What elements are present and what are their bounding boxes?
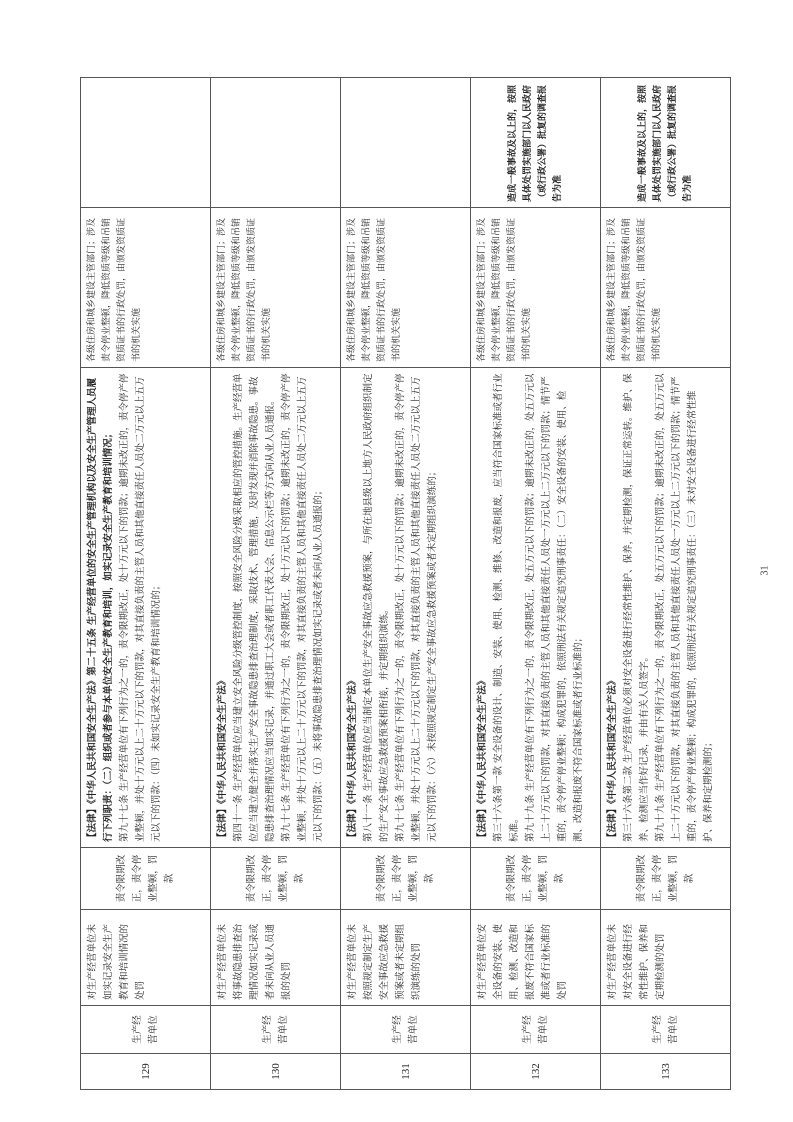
row-number: 132 bbox=[471, 1054, 601, 1090]
penalty-matter: 对生产经营单位未按照规定制定生产安全事故应急救援预案或者未定期组织演练的处罚 bbox=[341, 910, 471, 1006]
remarks-cell bbox=[601, 78, 731, 208]
legal-basis bbox=[471, 368, 601, 848]
row-number: 133 bbox=[601, 1054, 731, 1090]
rotated-table-sheet bbox=[80, 78, 730, 1090]
enforcement-department: 各级住房和城乡建设主管部门；涉及责令停业整顿，降低资质等级和吊销资质证书的行政处罚，由颁发资质证书的机关实施 bbox=[211, 208, 341, 368]
legal-basis-paragraph: 第四十一条 生产经营单位应当建立安全风险分级管控制度，按照安全风险分级采取相应的管控措施。生产经营单位应当建立健全并落实生产安全事故隐患排查治理制度，采取技术、管理措施，及时发现并消除事故隐患。事故隐患排查治理情况应当如实记录，并通过职工大会或者职工代表大会、信息公示栏等方式向从业人员通报。 bbox=[233, 373, 276, 842]
legal-basis-paragraph: 【法律】《中华人民共和国安全生产法》 bbox=[347, 675, 358, 842]
implementing-subject: 生产经营单位 bbox=[471, 1006, 601, 1054]
enforcement-department: 各级住房和城乡建设主管部门；涉及责令停业整顿，降低资质等级和吊销资质证书的行政处罚，由颁发资质证书的机关实施 bbox=[341, 208, 471, 368]
legal-basis-paragraph: 第九十七条 生产经营单位有下列行为之一的，责令限期改正，处十万元以下的罚款；逾期未改正的，责令停产停业整顿，并处十万元以上二十万元以下的罚款，对其直接负责的主管人员和其他直接责任人员处二万元以上五万元以下的罚款：（六）未按照规定制定生产安全事故应急救援预案或者未定期组织演练的； bbox=[395, 373, 438, 842]
penalty-type: 责令限期改正，责令停业整顿，罚款 bbox=[601, 848, 731, 910]
remarks-cell bbox=[471, 78, 601, 208]
legal-basis-paragraph: 【法律】《中华人民共和国安全生产法》第二十五条 生产经营单位的安全生产管理机构以及安全生产管理人员履行下列职责：（二）组织或者参与本单位安全生产教育和培训，如实记录安全生产教育和培训情况； bbox=[87, 377, 114, 842]
legal-basis-paragraph: 第九十九条 生产经营单位有下列行为之一的，责令限期改正，处五万元以下的罚款；逾期未改正的，处五万元以上二十万元以下的罚款，对其直接负责的主管人员和其他直接责任人员处一万元以上二万元以下的罚款；情节严重的，责令停产停业整顿；构成犯罪的，依照刑法有关规定追究刑事责任：（二）安全设备的安装、使用、检测、改造和报废不符合国家标准或者行业标准的； bbox=[525, 373, 584, 842]
penalty-matter: 对生产经营单位未将事故隐患排查治理情况如实记录或者未向从业人员通报的处罚 bbox=[211, 910, 341, 1006]
implementing-subject: 生产经营单位 bbox=[81, 1006, 211, 1054]
remarks-cell bbox=[81, 78, 211, 208]
legal-basis bbox=[601, 368, 731, 848]
table-row bbox=[81, 78, 211, 1090]
implementing-subject: 生产经营单位 bbox=[601, 1006, 731, 1054]
enforcement-department: 各级住房和城乡建设主管部门；涉及责令停业整顿，降低资质等级和吊销资质证书的行政处罚，由颁发资质证书的机关实施 bbox=[601, 208, 731, 368]
penalty-type: 责令限期改正，责令停业整顿，罚款 bbox=[341, 848, 471, 910]
table-row bbox=[341, 78, 471, 1090]
penalty-matter: 对生产经营单位安全设备的安装、使用、检测、改造和报废不符合国家标准或者行业标准的处罚 bbox=[471, 910, 601, 1006]
row-number: 131 bbox=[341, 1054, 471, 1090]
enforcement-department: 各级住房和城乡建设主管部门；涉及责令停业整顿，降低资质等级和吊销资质证书的行政处罚，由颁发资质证书的机关实施 bbox=[81, 208, 211, 368]
legal-basis bbox=[341, 368, 471, 848]
legal-basis-paragraph: 【法律】《中华人民共和国安全生产法》 bbox=[607, 675, 618, 842]
legal-basis-paragraph: 第三十六条第二款 生产经营单位必须对安全设备进行经常性维护、保养，并定期检测，保证正常运转。维护、保养、检测应当作好记录，并由有关人员签字。 bbox=[623, 373, 650, 842]
legal-basis bbox=[211, 368, 341, 848]
remarks-cell bbox=[341, 78, 471, 208]
legal-basis-paragraph: 第三十六条第一款 安全设备的设计、制造、安装、使用、检测、维修、改造和报废，应当符合国家标准或者行业标准。 bbox=[493, 373, 520, 842]
table-body bbox=[81, 78, 731, 1090]
remarks-text: 造成一般事故及以上的，按照具体处罚实施部门以人民政府（或行政公署）批复的调查报告为准 bbox=[637, 84, 693, 202]
implementing-subject: 生产经营单位 bbox=[211, 1006, 341, 1054]
remarks-cell bbox=[211, 78, 341, 208]
enforcement-department: 各级住房和城乡建设主管部门；涉及责令停业整顿，降低资质等级和吊销资质证书的行政处罚，由颁发资质证书的机关实施 bbox=[471, 208, 601, 368]
table-row bbox=[211, 78, 341, 1090]
legal-basis-paragraph: 第八十一条 生产经营单位应当制定本单位生产安全事故应急救援预案，与所在地县级以上地方人民政府组织制定的生产安全事故应急救援预案相衔接，并定期组织演练。 bbox=[363, 373, 390, 842]
table-row bbox=[601, 78, 731, 1090]
remarks-text: 造成一般事故及以上的，按照具体处罚实施部门以人民政府（或行政公署）批复的调查报告为准 bbox=[507, 84, 563, 202]
penalty-type: 责令限期改正，责令停业整顿，罚款 bbox=[81, 848, 211, 910]
page-number: 31 bbox=[759, 565, 771, 576]
legal-basis-paragraph: 【法律】《中华人民共和国安全生产法》 bbox=[477, 675, 488, 842]
implementing-subject: 生产经营单位 bbox=[341, 1006, 471, 1054]
penalty-table bbox=[80, 77, 731, 1090]
penalty-type: 责令限期改正，责令停业整顿，罚款 bbox=[471, 848, 601, 910]
penalty-matter: 对生产经营单位未如实记录安全生产教育和培训情况的处罚 bbox=[81, 910, 211, 1006]
legal-basis-paragraph: 第九十九条 生产经营单位有下列行为之一的，责令限期改正，处五万元以下的罚款；逾期未改正的，处五万元以上二十万元以下的罚款，对其直接负责的主管人员和其他直接责任人员处一万元以上二万元以下的罚款；情节严重的，责令停产停业整顿；构成犯罪的，依照刑法有关规定追究刑事责任：（三）未对安全设备进行经常性维护、保养和定期检测的； bbox=[655, 373, 714, 842]
penalty-type: 责令限期改正，责令停业整顿，罚款 bbox=[211, 848, 341, 910]
legal-basis-paragraph: 第九十七条 生产经营单位有下列行为之一的，责令限期改正，处十万元以下的罚款；逾期未改正的，责令停产停业整顿，并处十万元以上二十万元以下的罚款，对其直接负责的主管人员和其他直接责任人员处二万元以上五万元以下的罚款：（四）未如实记录安全生产教育和培训情况的； bbox=[119, 373, 162, 842]
legal-basis-paragraph: 【法律】《中华人民共和国安全生产法》 bbox=[217, 675, 228, 842]
table-row bbox=[471, 78, 601, 1090]
penalty-matter: 对生产经营单位未对安全设备进行经常性维护、保养和定期检测的处罚 bbox=[601, 910, 731, 1006]
legal-basis bbox=[81, 368, 211, 848]
row-number: 130 bbox=[211, 1054, 341, 1090]
legal-basis-paragraph: 第九十七条 生产经营单位有下列行为之一的，责令限期改正，处十万元以下的罚款；逾期未改正的，责令停产停业整顿，并处十万元以上二十万元以下的罚款，对其直接负责的主管人员和其他直接责任人员处二万元以上五万元以下的罚款：（五）未将事故隐患排查治理情况如实记录或者未向从业人员通报的； bbox=[281, 373, 324, 842]
row-number: 129 bbox=[81, 1054, 211, 1090]
